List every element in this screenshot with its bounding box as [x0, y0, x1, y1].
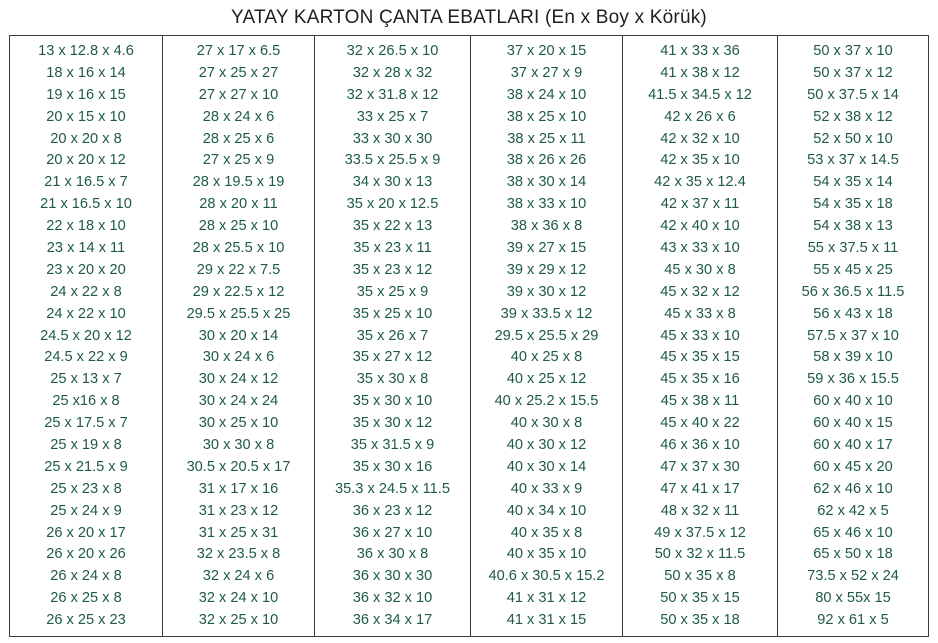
size-cell: 40 x 25 x 12 — [506, 371, 587, 388]
size-cell: 27 x 25 x 27 — [198, 64, 279, 81]
size-cell: 38 x 25 x 10 — [506, 108, 587, 125]
size-cell: 41 x 31 x 15 — [506, 612, 587, 629]
size-cell: 27 x 17 x 6.5 — [196, 43, 281, 59]
size-cell: 35 x 30 x 10 — [352, 393, 433, 410]
size-cell: 45 x 33 x 8 — [664, 305, 736, 322]
size-cell: 35 x 26 x 7 — [356, 327, 429, 344]
size-cell: 57.5 x 37 x 10 — [807, 327, 899, 344]
size-cell: 30 x 24 x 12 — [198, 371, 279, 388]
size-column-6 — [778, 36, 928, 636]
size-cell: 37 x 20 x 15 — [506, 43, 587, 59]
size-cell: 38 x 24 x 10 — [506, 86, 587, 103]
size-cell: 24.5 x 20 x 12 — [40, 327, 132, 344]
size-cell: 28 x 24 x 6 — [202, 108, 275, 125]
size-cell: 35 x 20 x 12.5 — [346, 196, 439, 213]
size-cell: 28 x 20 x 11 — [199, 196, 278, 213]
size-cell: 21 x 16.5 x 7 — [44, 174, 128, 191]
size-cell: 20 x 20 x 8 — [50, 130, 122, 147]
size-cell: 18 x 16 x 14 — [46, 64, 126, 81]
size-cell: 58 x 39 x 10 — [813, 349, 893, 366]
size-cell: 25 x 13 x 7 — [50, 371, 122, 388]
size-cell: 25 x 19 x 8 — [50, 437, 122, 454]
size-cell: 45 x 35 x 15 — [660, 349, 740, 366]
size-cell: 32 x 31.8 x 12 — [346, 86, 439, 103]
size-cell: 60 x 45 x 20 — [813, 458, 893, 475]
size-cell: 49 x 37.5 x 12 — [654, 524, 746, 541]
size-cell: 36 x 32 x 10 — [352, 590, 433, 607]
size-cell: 32 x 24 x 10 — [198, 590, 279, 607]
size-cell: 35 x 27 x 12 — [352, 349, 433, 366]
size-cell: 27 x 27 x 10 — [198, 86, 279, 103]
size-cell: 42 x 35 x 12.4 — [654, 174, 746, 191]
size-cell: 42 x 35 x 10 — [660, 152, 740, 169]
size-cell: 50 x 35 x 8 — [664, 568, 736, 585]
size-cell: 92 x 61 x 5 — [817, 612, 889, 629]
size-cell: 23 x 14 x 11 — [46, 240, 126, 257]
size-cell: 50 x 32 x 11.5 — [654, 546, 746, 563]
size-cell: 35 x 30 x 16 — [352, 458, 433, 475]
size-cell: 32 x 26.5 x 10 — [346, 43, 439, 59]
size-cell: 21 x 16.5 x 10 — [40, 196, 132, 213]
size-cell: 33 x 25 x 7 — [356, 108, 429, 125]
size-cell: 41 x 33 x 36 — [660, 43, 740, 59]
size-cell: 38 x 33 x 10 — [506, 196, 587, 213]
size-cell: 25 x 21.5 x 9 — [44, 458, 128, 475]
size-cell: 40 x 33 x 9 — [510, 480, 583, 497]
size-cell: 46 x 36 x 10 — [660, 437, 740, 454]
size-table — [9, 35, 929, 637]
size-cell: 30 x 20 x 14 — [198, 327, 279, 344]
size-cell: 48 x 32 x 11 — [660, 502, 740, 519]
size-cell: 80 x 55x 15 — [815, 590, 891, 607]
size-cell: 40 x 30 x 8 — [510, 415, 583, 432]
size-cell: 54 x 35 x 18 — [813, 196, 893, 213]
size-cell: 19 x 16 x 15 — [46, 86, 126, 103]
size-cell: 50 x 35 x 15 — [660, 590, 740, 607]
size-cell: 52 x 50 x 10 — [813, 130, 893, 147]
size-cell: 59 x 36 x 15.5 — [807, 371, 899, 388]
size-cell: 53 x 37 x 14.5 — [807, 152, 899, 169]
size-cell: 42 x 32 x 10 — [660, 130, 740, 147]
size-cell: 39 x 30 x 12 — [506, 283, 587, 300]
size-cell: 60 x 40 x 17 — [813, 437, 893, 454]
size-cell: 65 x 46 x 10 — [813, 524, 893, 541]
size-cell: 35 x 23 x 12 — [352, 261, 433, 278]
size-cell: 30.5 x 20.5 x 17 — [186, 458, 291, 475]
size-cell: 41.5 x 34.5 x 12 — [648, 86, 752, 103]
size-cell: 47 x 37 x 30 — [660, 458, 740, 475]
size-cell: 40.6 x 30.5 x 15.2 — [488, 568, 605, 585]
size-cell: 55 x 37.5 x 11 — [807, 240, 899, 257]
size-cell: 36 x 23 x 12 — [352, 502, 433, 519]
size-cell: 39 x 29 x 12 — [506, 261, 587, 278]
size-cell: 35 x 30 x 8 — [356, 371, 429, 388]
size-cell: 56 x 36.5 x 11.5 — [801, 283, 905, 300]
size-cell: 23 x 20 x 20 — [46, 261, 126, 278]
size-column-2 — [163, 36, 315, 636]
size-cell: 24.5 x 22 x 9 — [44, 349, 128, 366]
size-cell: 40 x 30 x 12 — [506, 437, 587, 454]
size-cell: 36 x 30 x 30 — [352, 568, 433, 585]
size-cell: 56 x 43 x 18 — [813, 305, 893, 322]
size-cell: 50 x 35 x 18 — [660, 612, 740, 629]
size-cell: 39 x 33.5 x 12 — [500, 305, 593, 322]
size-cell: 38 x 26 x 26 — [506, 152, 587, 169]
size-cell: 35 x 25 x 10 — [352, 305, 433, 322]
size-cell: 32 x 24 x 6 — [202, 568, 275, 585]
size-cell: 32 x 28 x 32 — [352, 64, 433, 81]
size-cell: 43 x 33 x 10 — [660, 240, 740, 257]
size-cell: 26 x 24 x 8 — [50, 568, 122, 585]
size-cell: 29.5 x 25.5 x 29 — [494, 327, 599, 344]
size-cell: 26 x 25 x 23 — [46, 612, 126, 629]
size-cell: 40 x 35 x 8 — [510, 524, 583, 541]
size-cell: 38 x 30 x 14 — [506, 174, 587, 191]
size-cell: 36 x 34 x 17 — [352, 612, 433, 629]
page-title: YATAY KARTON ÇANTA EBATLARI (En x Boy x Körük) — [231, 7, 707, 28]
size-cell: 45 x 30 x 8 — [664, 261, 736, 278]
size-cell: 35 x 25 x 9 — [356, 283, 429, 300]
size-column-3 — [315, 36, 471, 636]
size-cell: 30 x 30 x 8 — [202, 437, 275, 454]
size-cell: 42 x 37 x 11 — [660, 196, 740, 213]
size-cell: 30 x 24 x 24 — [198, 393, 279, 410]
size-cell: 40 x 34 x 10 — [506, 502, 587, 519]
size-cell: 60 x 40 x 15 — [813, 415, 893, 432]
size-cell: 45 x 32 x 12 — [660, 283, 740, 300]
size-cell: 29 x 22 x 7.5 — [196, 261, 281, 278]
size-cell: 32 x 23.5 x 8 — [196, 546, 281, 563]
size-cell: 31 x 17 x 16 — [198, 480, 279, 497]
size-cell: 26 x 25 x 8 — [50, 590, 122, 607]
size-cell: 33 x 30 x 30 — [352, 130, 433, 147]
size-cell: 45 x 38 x 11 — [660, 393, 740, 410]
size-cell: 47 x 41 x 17 — [660, 480, 740, 497]
size-cell: 40 x 25.2 x 15.5 — [494, 393, 599, 410]
size-cell: 20 x 15 x 10 — [46, 108, 126, 125]
size-cell: 50 x 37 x 10 — [813, 43, 893, 59]
size-column-5 — [623, 36, 778, 636]
size-column-4 — [471, 36, 623, 636]
size-cell: 35 x 23 x 11 — [353, 240, 432, 257]
size-cell: 45 x 35 x 16 — [660, 371, 740, 388]
size-cell: 35 x 22 x 13 — [352, 218, 433, 235]
size-cell: 22 x 18 x 10 — [46, 218, 126, 235]
size-cell: 62 x 42 x 5 — [817, 502, 889, 519]
size-cell: 40 x 25 x 8 — [510, 349, 583, 366]
size-cell: 50 x 37 x 12 — [813, 64, 893, 81]
size-cell: 31 x 25 x 31 — [198, 524, 279, 541]
size-cell: 30 x 24 x 6 — [202, 349, 275, 366]
size-cell: 25 x 23 x 8 — [50, 480, 122, 497]
size-cell: 34 x 30 x 13 — [352, 174, 433, 191]
size-cell: 25 x 17.5 x 7 — [44, 415, 128, 432]
size-cell: 65 x 50 x 18 — [813, 546, 893, 563]
size-cell: 20 x 20 x 12 — [46, 152, 126, 169]
size-cell: 35 x 30 x 12 — [352, 415, 433, 432]
size-cell: 35 x 31.5 x 9 — [350, 437, 435, 454]
size-cell: 24 x 22 x 10 — [46, 305, 126, 322]
size-cell: 33.5 x 25.5 x 9 — [344, 152, 441, 169]
size-cell: 27 x 25 x 9 — [202, 152, 275, 169]
size-cell: 31 x 23 x 12 — [198, 502, 279, 519]
size-cell: 52 x 38 x 12 — [813, 108, 893, 125]
size-cell: 39 x 27 x 15 — [506, 240, 587, 257]
size-cell: 25 x 24 x 9 — [50, 502, 122, 519]
size-cell: 40 x 30 x 14 — [506, 458, 587, 475]
size-cell: 35.3 x 24.5 x 11.5 — [335, 480, 450, 497]
size-cell: 41 x 31 x 12 — [506, 590, 587, 607]
size-cell: 13 x 12.8 x 4.6 — [38, 43, 134, 59]
size-cell: 28 x 25.5 x 10 — [192, 240, 285, 257]
size-cell: 32 x 25 x 10 — [198, 612, 279, 629]
size-cell: 38 x 36 x 8 — [510, 218, 583, 235]
size-cell: 38 x 25 x 11 — [507, 130, 586, 147]
size-cell: 26 x 20 x 26 — [46, 546, 126, 563]
size-cell: 30 x 25 x 10 — [198, 415, 279, 432]
size-cell: 29.5 x 25.5 x 25 — [186, 305, 291, 322]
size-cell: 37 x 27 x 9 — [510, 64, 583, 81]
size-cell: 41 x 38 x 12 — [660, 64, 740, 81]
size-cell: 55 x 45 x 25 — [813, 261, 893, 278]
size-cell: 73.5 x 52 x 24 — [807, 568, 899, 585]
size-cell: 28 x 25 x 6 — [202, 130, 275, 147]
size-cell: 40 x 35 x 10 — [506, 546, 587, 563]
size-cell: 42 x 26 x 6 — [664, 108, 736, 125]
size-cell: 36 x 27 x 10 — [352, 524, 433, 541]
size-cell: 28 x 19.5 x 19 — [192, 174, 285, 191]
size-cell: 29 x 22.5 x 12 — [192, 283, 285, 300]
size-cell: 45 x 33 x 10 — [660, 327, 740, 344]
size-cell: 36 x 30 x 8 — [356, 546, 429, 563]
size-cell: 25 x16 x 8 — [52, 393, 120, 410]
size-cell: 60 x 40 x 10 — [813, 393, 893, 410]
size-cell: 62 x 46 x 10 — [813, 480, 893, 497]
size-cell: 54 x 38 x 13 — [813, 218, 893, 235]
size-cell: 28 x 25 x 10 — [198, 218, 279, 235]
size-cell: 50 x 37.5 x 14 — [807, 86, 899, 103]
size-cell: 24 x 22 x 8 — [50, 283, 122, 300]
size-cell: 42 x 40 x 10 — [660, 218, 740, 235]
size-cell: 26 x 20 x 17 — [46, 524, 126, 541]
size-cell: 54 x 35 x 14 — [813, 174, 893, 191]
size-column-1 — [10, 36, 163, 636]
size-cell: 45 x 40 x 22 — [660, 415, 740, 432]
